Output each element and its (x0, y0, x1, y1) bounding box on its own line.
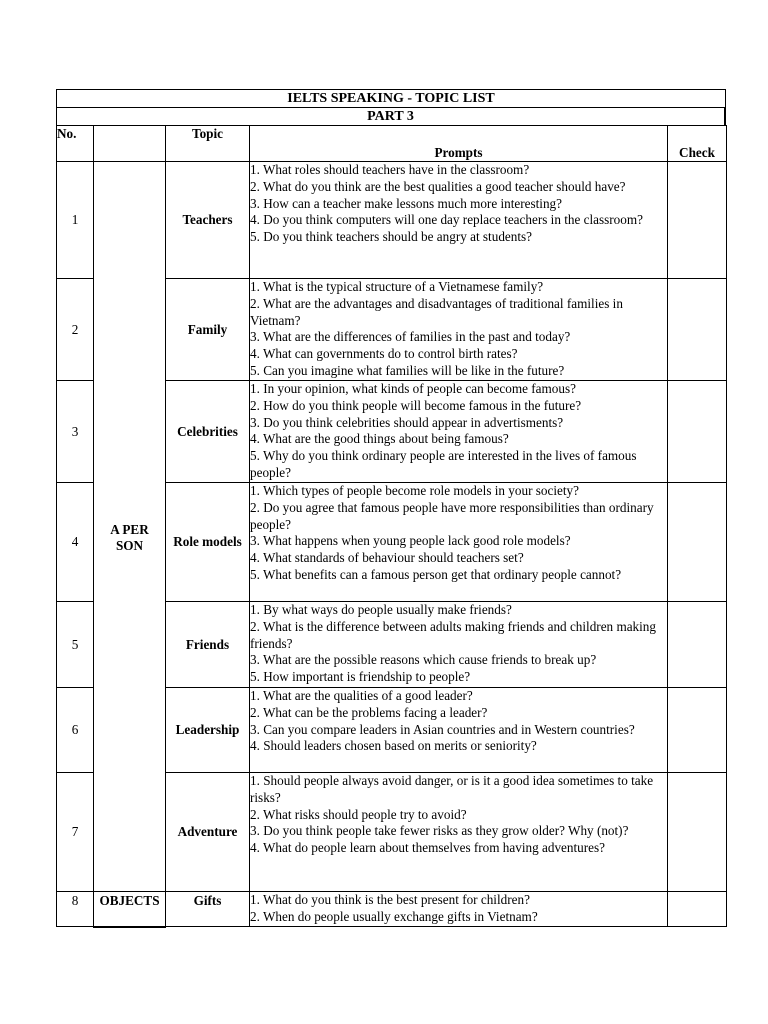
prompt: 2. Do you agree that famous people have more responsibilities than ordinary people? (250, 499, 654, 532)
topic-name: Friends (166, 602, 250, 688)
table-header-row (57, 126, 727, 162)
column-header-category (94, 126, 166, 162)
prompt-list (250, 279, 668, 381)
prompt: 4. What do people learn about themselves from having adventures? (250, 840, 605, 856)
prompt: 3. How can a teacher make lessons much more interesting? (250, 195, 562, 211)
prompt: 1. What roles should teachers have in the classroom? (250, 162, 530, 177)
topic-name: Family (166, 279, 250, 381)
prompt: 3. Can you compare leaders in Asian countries and in Western countries? (250, 721, 635, 737)
prompt: 1. Which types of people become role models in your society? (250, 483, 579, 498)
prompt: 3. Do you think people take fewer risks as they grow older? Why (not)? (250, 823, 629, 839)
check-cell[interactable] (668, 279, 727, 381)
prompt: 4. What can governments do to control birth rates? (250, 346, 518, 362)
category-label: OBJECTS (99, 893, 160, 908)
column-header-topic: Topic (166, 126, 250, 162)
prompt: 1. In your opinion, what kinds of people can become famous? (250, 381, 576, 396)
prompt: 5. Can you imagine what families will be like in the future? (250, 362, 565, 378)
row-number: 5 (57, 602, 94, 688)
prompt-list (250, 892, 668, 927)
row-number: 7 (57, 773, 94, 892)
topic-name: Leadership (166, 688, 250, 773)
row-number: 6 (57, 688, 94, 773)
prompt: 2. What risks should people try to avoid? (250, 806, 467, 822)
row-number: 2 (57, 279, 94, 381)
prompt: 2. How do you think people will become famous in the future? (250, 397, 582, 413)
prompt: 1. Should people always avoid danger, or is it a good idea sometimes to take risks? (250, 773, 654, 805)
category-person (94, 162, 166, 892)
prompt: 2. What are the advantages and disadvantages of traditional families in Vietnam? (250, 295, 623, 328)
table-row (57, 892, 727, 927)
topic-name: Role models (166, 483, 250, 602)
prompt: 1. What are the qualities of a good leader? (250, 688, 473, 703)
topic-name: Adventure (166, 773, 250, 892)
prompt: 4. What are the good things about being famous? (250, 431, 509, 447)
prompt: 3. What are the possible reasons which cause friends to break up? (250, 652, 597, 668)
document-title: IELTS SPEAKING - TOPIC LIST (56, 89, 726, 107)
prompt-list (250, 602, 668, 688)
part-heading: PART 3 (56, 107, 726, 125)
topic-name: Gifts (166, 892, 250, 927)
check-cell[interactable] (668, 162, 727, 279)
prompt-list (250, 773, 668, 892)
prompt: 4. Do you think computers will one day replace teachers in the classroom? (250, 212, 643, 228)
row-number: 3 (57, 381, 94, 483)
prompt: 3. What are the differences of families in the past and today? (250, 329, 571, 345)
prompt: 3. Do you think celebrities should appear in advertisments? (250, 414, 564, 430)
prompt: 2. What do you think are the best qualities a good teacher should have? (250, 178, 626, 194)
prompt: 2. What is the difference between adults making friends and children making friends? (250, 618, 656, 651)
category-label: A PERSON (110, 521, 149, 553)
row-number: 1 (57, 162, 94, 279)
row-number: 8 (57, 892, 94, 927)
prompt-list (250, 381, 668, 483)
check-cell[interactable] (668, 602, 727, 688)
prompt: 5. Why do you think ordinary people are interested in the lives of famous people? (250, 448, 637, 480)
row-number: 4 (57, 483, 94, 602)
prompt: 3. What happens when young people lack good role models? (250, 533, 571, 549)
topic-name: Celebrities (166, 381, 250, 483)
prompt-list (250, 162, 668, 279)
prompt-list (250, 483, 668, 602)
prompt: 2. When do people usually exchange gifts in Vietnam? (250, 908, 538, 924)
category-objects (94, 892, 166, 927)
column-header-check: Check (668, 126, 727, 162)
prompt: 1. By what ways do people usually make friends? (250, 602, 512, 617)
check-cell[interactable] (668, 688, 727, 773)
prompt: 5. What benefits can a famous person get that ordinary people cannot? (250, 566, 622, 582)
table-row (57, 162, 727, 279)
prompt: 4. Should leaders chosen based on merits or seniority? (250, 738, 537, 754)
prompt: 5. How important is friendship to people? (250, 669, 471, 685)
prompt-list (250, 688, 668, 773)
topic-name: Teachers (166, 162, 250, 279)
topic-list-sheet (56, 89, 726, 928)
check-cell[interactable] (668, 381, 727, 483)
prompt: 1. What is the typical structure of a Vietnamese family? (250, 279, 544, 294)
prompt: 1. What do you think is the best present for children? (250, 892, 530, 907)
topic-table (56, 125, 727, 928)
column-header-no: No. (57, 126, 94, 162)
check-cell[interactable] (668, 773, 727, 892)
check-cell[interactable] (668, 892, 727, 927)
prompt: 4. What standards of behaviour should teachers set? (250, 550, 524, 566)
check-cell[interactable] (668, 483, 727, 602)
column-header-prompts: Prompts (250, 126, 668, 162)
prompt: 5. Do you think teachers should be angry at students? (250, 229, 533, 245)
prompt: 2. What can be the problems facing a leader? (250, 704, 488, 720)
